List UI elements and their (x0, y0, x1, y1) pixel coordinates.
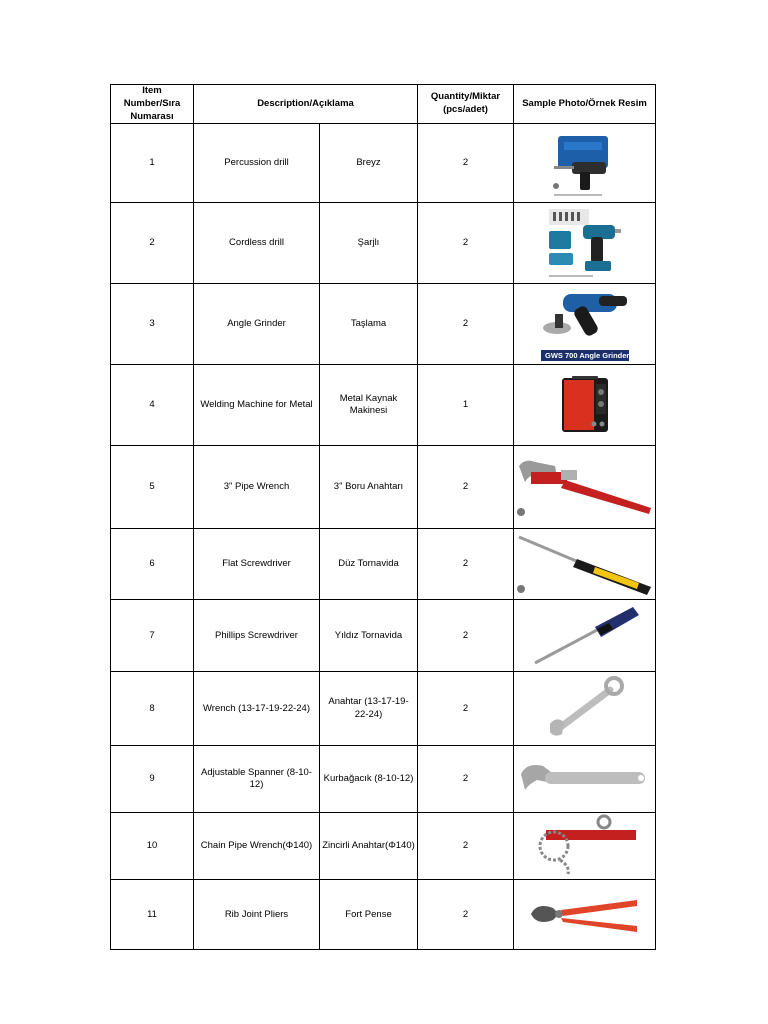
header-item-number: Item Number/Sıra Numarası (111, 85, 194, 124)
table-row (111, 746, 656, 813)
table-row (111, 124, 656, 203)
description-en: Percussion drill (194, 124, 320, 203)
table-row (111, 880, 656, 950)
quantity: 2 (418, 813, 514, 880)
description-en: Flat Screwdriver (194, 529, 320, 600)
sample-photo (514, 746, 656, 813)
description-en: Welding Machine for Metal (194, 365, 320, 446)
combination-wrench-icon (540, 676, 630, 742)
description-en: Adjustable Spanner (8-10-12) (194, 746, 320, 813)
description-en: Angle Grinder (194, 284, 320, 365)
item-number: 7 (111, 600, 194, 672)
sample-photo (514, 284, 656, 365)
header-row (111, 85, 656, 124)
quantity: 2 (418, 203, 514, 284)
quantity: 2 (418, 672, 514, 746)
description-tr: Kurbağacık (8-10-12) (320, 746, 418, 813)
rib-joint-pliers-icon (527, 890, 643, 940)
sample-photo (514, 446, 656, 529)
description-en: Wrench (13-17-19-22-24) (194, 672, 320, 746)
sample-photo (514, 880, 656, 950)
item-number: 3 (111, 284, 194, 365)
description-tr: Fort Pense (320, 880, 418, 950)
header-quantity: Quantity/Miktar (pcs/adet) (418, 85, 514, 124)
items-table (110, 84, 656, 950)
adjustable-spanner-icon (517, 754, 653, 804)
sample-photo (514, 124, 656, 203)
header-photo: Sample Photo/Örnek Resim (514, 85, 656, 124)
item-number: 11 (111, 880, 194, 950)
item-number: 6 (111, 529, 194, 600)
cordless-drill-icon (545, 205, 625, 281)
item-number: 4 (111, 365, 194, 446)
table-row (111, 672, 656, 746)
quantity: 2 (418, 446, 514, 529)
flat-screwdriver-icon (515, 531, 655, 597)
photo-caption: GWS 700 Angle Grinder (544, 351, 629, 361)
sample-photo (514, 365, 656, 446)
description-en: Chain Pipe Wrench(Φ140) (194, 813, 320, 880)
item-number: 8 (111, 672, 194, 746)
description-tr: Taşlama (320, 284, 418, 365)
description-tr: Metal Kaynak Makinesi (320, 365, 418, 446)
description-tr: Anahtar (13-17-19-22-24) (320, 672, 418, 746)
sample-photo (514, 813, 656, 880)
item-number: 5 (111, 446, 194, 529)
item-number: 9 (111, 746, 194, 813)
sample-photo (514, 600, 656, 672)
header-description: Description/Açıklama (194, 85, 418, 124)
chain-pipe-wrench-icon (530, 814, 640, 878)
quantity: 1 (418, 365, 514, 446)
item-number: 2 (111, 203, 194, 284)
description-tr: 3" Boru Anahtarı (320, 446, 418, 529)
sample-photo (514, 529, 656, 600)
phillips-screwdriver-icon (529, 603, 641, 669)
pipe-wrench-icon (515, 452, 655, 522)
table-row (111, 203, 656, 284)
quantity: 2 (418, 124, 514, 203)
description-en: 3" Pipe Wrench (194, 446, 320, 529)
percussion-drill-icon (550, 126, 620, 201)
description-tr: Zincirli Anahtar(Φ140) (320, 813, 418, 880)
table-row (111, 365, 656, 446)
description-tr: Breyz (320, 124, 418, 203)
quantity: 2 (418, 880, 514, 950)
table-row (111, 600, 656, 672)
quantity: 2 (418, 284, 514, 365)
table-row (111, 529, 656, 600)
table-row (111, 813, 656, 880)
item-number: 1 (111, 124, 194, 203)
description-tr: Düz Tornavida (320, 529, 418, 600)
table-row (111, 284, 656, 365)
angle-grinder-icon (539, 286, 631, 362)
description-en: Cordless drill (194, 203, 320, 284)
quantity: 2 (418, 600, 514, 672)
description-tr: Yıldız Tornavida (320, 600, 418, 672)
description-en: Phillips Screwdriver (194, 600, 320, 672)
item-number: 10 (111, 813, 194, 880)
table-row (111, 446, 656, 529)
sample-photo (514, 672, 656, 746)
quantity: 2 (418, 746, 514, 813)
description-en: Rib Joint Pliers (194, 880, 320, 950)
quantity: 2 (418, 529, 514, 600)
sample-photo (514, 203, 656, 284)
description-tr: Şarjlı (320, 203, 418, 284)
welding-machine-icon (554, 372, 616, 438)
